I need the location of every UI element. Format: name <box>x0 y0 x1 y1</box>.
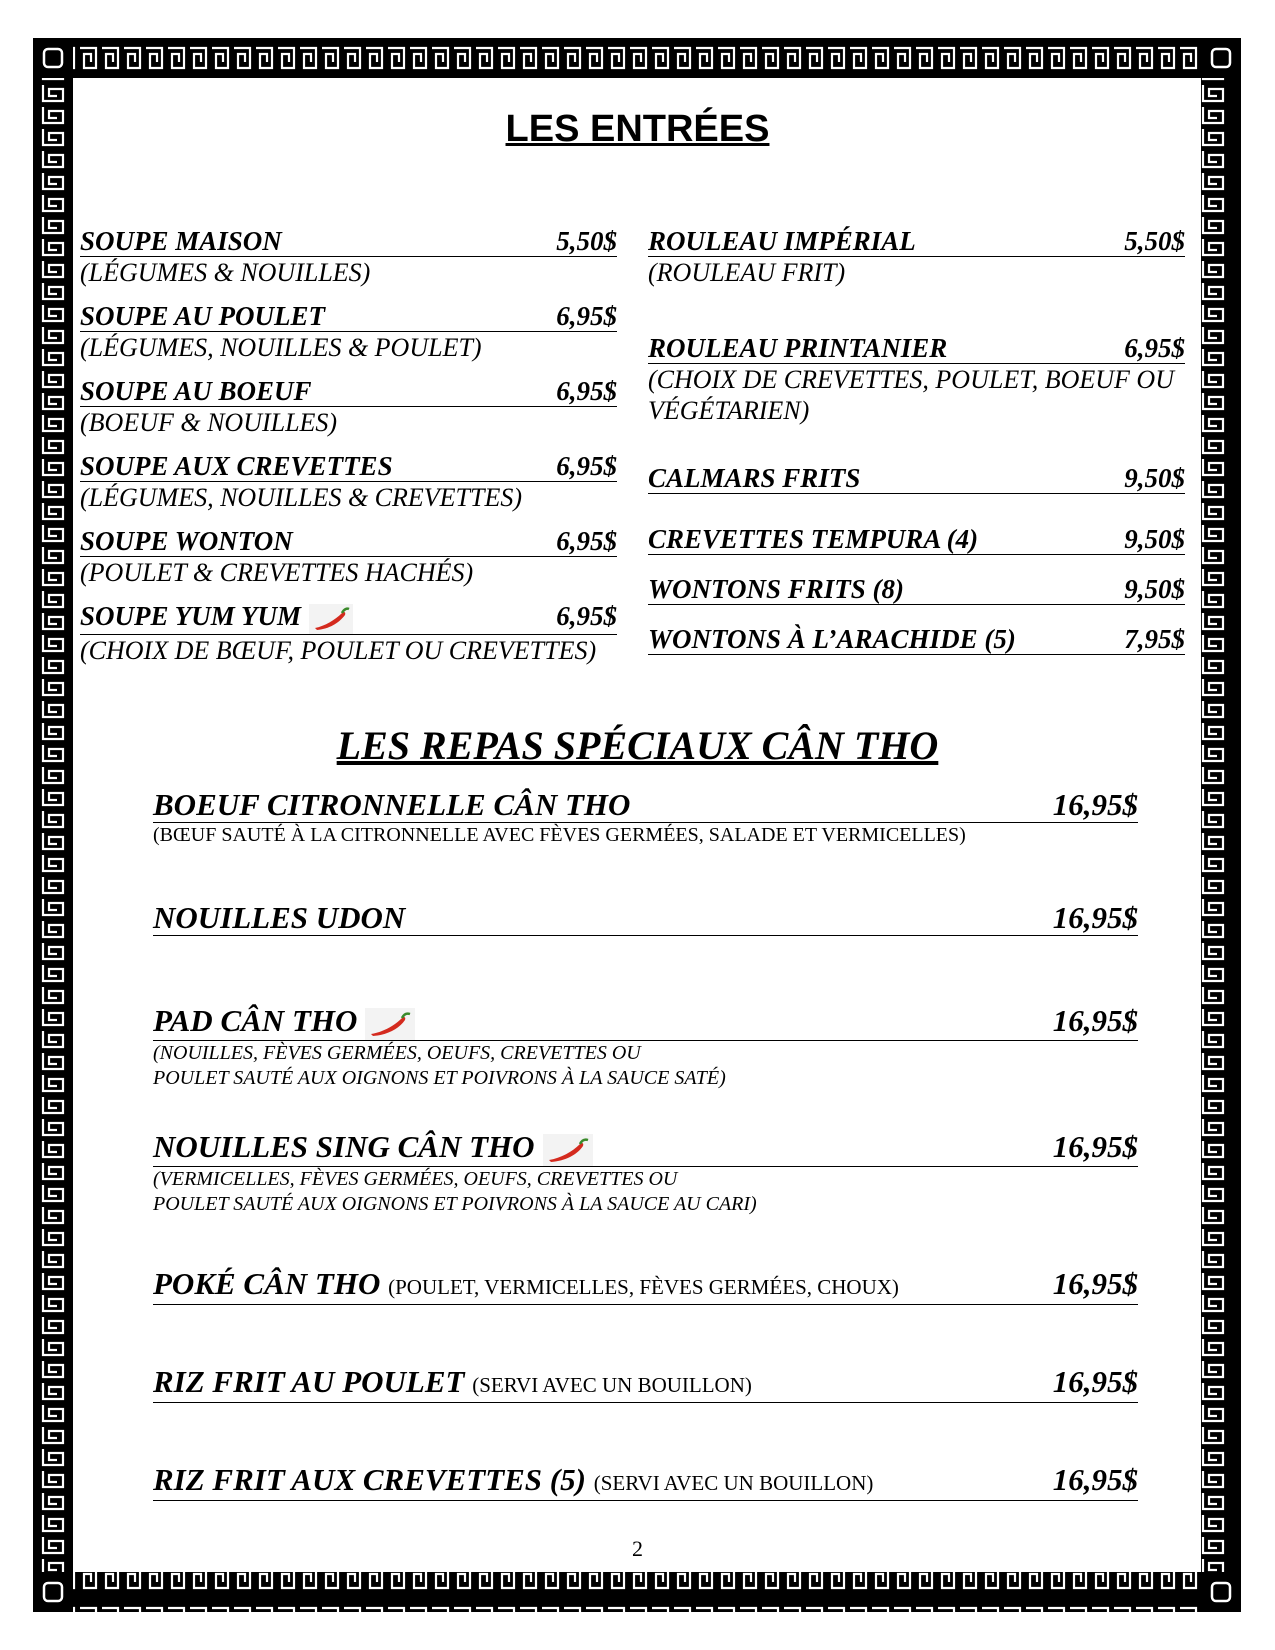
menu-item <box>153 1004 1138 1091</box>
item-price: 5,50$ <box>1124 226 1185 256</box>
menu-item <box>648 574 1185 605</box>
item-price: 6,95$ <box>556 451 617 481</box>
item-name: NOUILLES UDON <box>153 900 406 935</box>
menu-item <box>80 226 617 288</box>
item-price: 16,95$ <box>1052 787 1138 822</box>
item-name: SOUPE WONTON <box>80 526 293 556</box>
menu-item <box>153 1365 1138 1403</box>
item-note: (POULET, VERMICELLES, FÈVES GERMÉES, CHOUX) <box>388 1275 899 1299</box>
menu-item <box>648 463 1185 494</box>
item-note: (SERVI AVEC UN BOUILLON) <box>472 1373 752 1397</box>
item-description: (ROULEAU FRIT) <box>648 258 846 287</box>
item-description: (CHOIX DE BŒUF, POULET OU CREVETTES) <box>80 635 597 665</box>
menu-item <box>80 526 617 588</box>
item-description: (BŒUF SAUTÉ À LA CITRONNELLE AVEC FÈVES GERMÉES, SALADE ET VERMICELLES) <box>153 824 966 846</box>
item-description: (BOEUF & NOUILLES) <box>80 408 338 437</box>
menu-item <box>648 333 1185 426</box>
entrees-title: LES ENTRÉES <box>505 108 770 150</box>
item-name: CALMARS FRITS <box>648 463 861 493</box>
item-name: SOUPE YUM YUM <box>80 601 302 631</box>
chili-pepper-icon <box>365 1008 415 1040</box>
menu-item <box>80 451 617 513</box>
item-price: 16,95$ <box>1052 1003 1138 1038</box>
item-price: 9,50$ <box>1124 524 1185 554</box>
menu-item <box>80 376 617 438</box>
item-name: ROULEAU IMPÉRIAL <box>648 226 916 256</box>
item-price: 5,50$ <box>556 226 617 256</box>
item-description: (LÉGUMES, NOUILLES & POULET) <box>80 333 482 362</box>
menu-item <box>153 1267 1138 1305</box>
item-description: (CHOIX DE CREVETTES, POULET, BOEUF OU VÉGÉTARIEN) <box>648 365 1174 425</box>
item-description-line: POULET SAUTÉ AUX OIGNONS ET POIVRONS À LA SAUCE SATÉ) <box>153 1066 726 1089</box>
item-name: BOEUF CITRONNELLE CÂN THO <box>153 787 631 822</box>
item-price: 16,95$ <box>1052 1364 1138 1399</box>
item-price: 16,95$ <box>1052 1266 1138 1301</box>
item-description: (POULET & CREVETTES HACHÉS) <box>80 558 474 587</box>
item-price: 6,95$ <box>1124 333 1185 363</box>
item-description: (LÉGUMES, NOUILLES & CREVETTES) <box>80 483 522 512</box>
item-price: 6,95$ <box>556 301 617 331</box>
menu-item <box>153 788 1138 848</box>
menu-item <box>648 226 1185 288</box>
item-price: 16,95$ <box>1052 900 1138 935</box>
menu-item <box>153 901 1138 936</box>
item-description-line: (NOUILLES, FÈVES GERMÉES, OEUFS, CREVETTES OU <box>153 1041 641 1064</box>
item-name: RIZ FRIT AUX CREVETTES (5) <box>153 1462 586 1497</box>
item-price: 6,95$ <box>556 376 617 406</box>
item-name: ROULEAU PRINTANIER <box>648 333 948 363</box>
menu-item <box>153 1463 1138 1501</box>
menu-item <box>648 524 1185 555</box>
page-number: 2 <box>632 1536 643 1561</box>
menu-item <box>648 624 1185 655</box>
item-price: 9,50$ <box>1124 463 1185 493</box>
item-name: SOUPE AUX CREVETTES <box>80 451 393 481</box>
item-note: (SERVI AVEC UN BOUILLON) <box>593 1471 874 1495</box>
item-name: POKÉ CÂN THO <box>153 1266 381 1301</box>
item-name: SOUPE MAISON <box>80 226 282 256</box>
item-name: WONTONS FRITS (8) <box>648 574 905 604</box>
item-name: RIZ FRIT AU POULET <box>153 1364 465 1399</box>
item-price: 6,95$ <box>556 601 617 631</box>
item-name: CREVETTES TEMPURA (4) <box>648 524 979 554</box>
item-name: SOUPE AU POULET <box>80 301 326 331</box>
item-price: 9,50$ <box>1124 574 1185 604</box>
menu-item <box>153 1130 1138 1217</box>
item-name: WONTONS À L’ARACHIDE (5) <box>648 624 1016 654</box>
specials-title: LES REPAS SPÉCIAUX CÂN THO <box>336 723 939 768</box>
item-price: 6,95$ <box>556 526 617 556</box>
menu-item <box>80 301 617 363</box>
item-description-line: POULET SAUTÉ AUX OIGNONS ET POIVRONS À LA SAUCE AU CARI) <box>153 1192 757 1215</box>
item-price: 16,95$ <box>1052 1462 1138 1497</box>
item-name: NOUILLES SING CÂN THO <box>153 1129 535 1164</box>
item-name: SOUPE AU BOEUF <box>80 376 312 406</box>
item-description-line: (VERMICELLES, FÈVES GERMÉES, OEUFS, CREVETTES OU <box>153 1167 678 1190</box>
menu-item <box>80 601 617 666</box>
item-price: 16,95$ <box>1052 1129 1138 1164</box>
item-price: 7,95$ <box>1124 624 1185 654</box>
item-description: (LÉGUMES & NOUILLES) <box>80 258 371 287</box>
chili-pepper-icon <box>309 604 353 634</box>
item-name: PAD CÂN THO <box>153 1003 358 1038</box>
chili-pepper-icon <box>543 1134 593 1166</box>
